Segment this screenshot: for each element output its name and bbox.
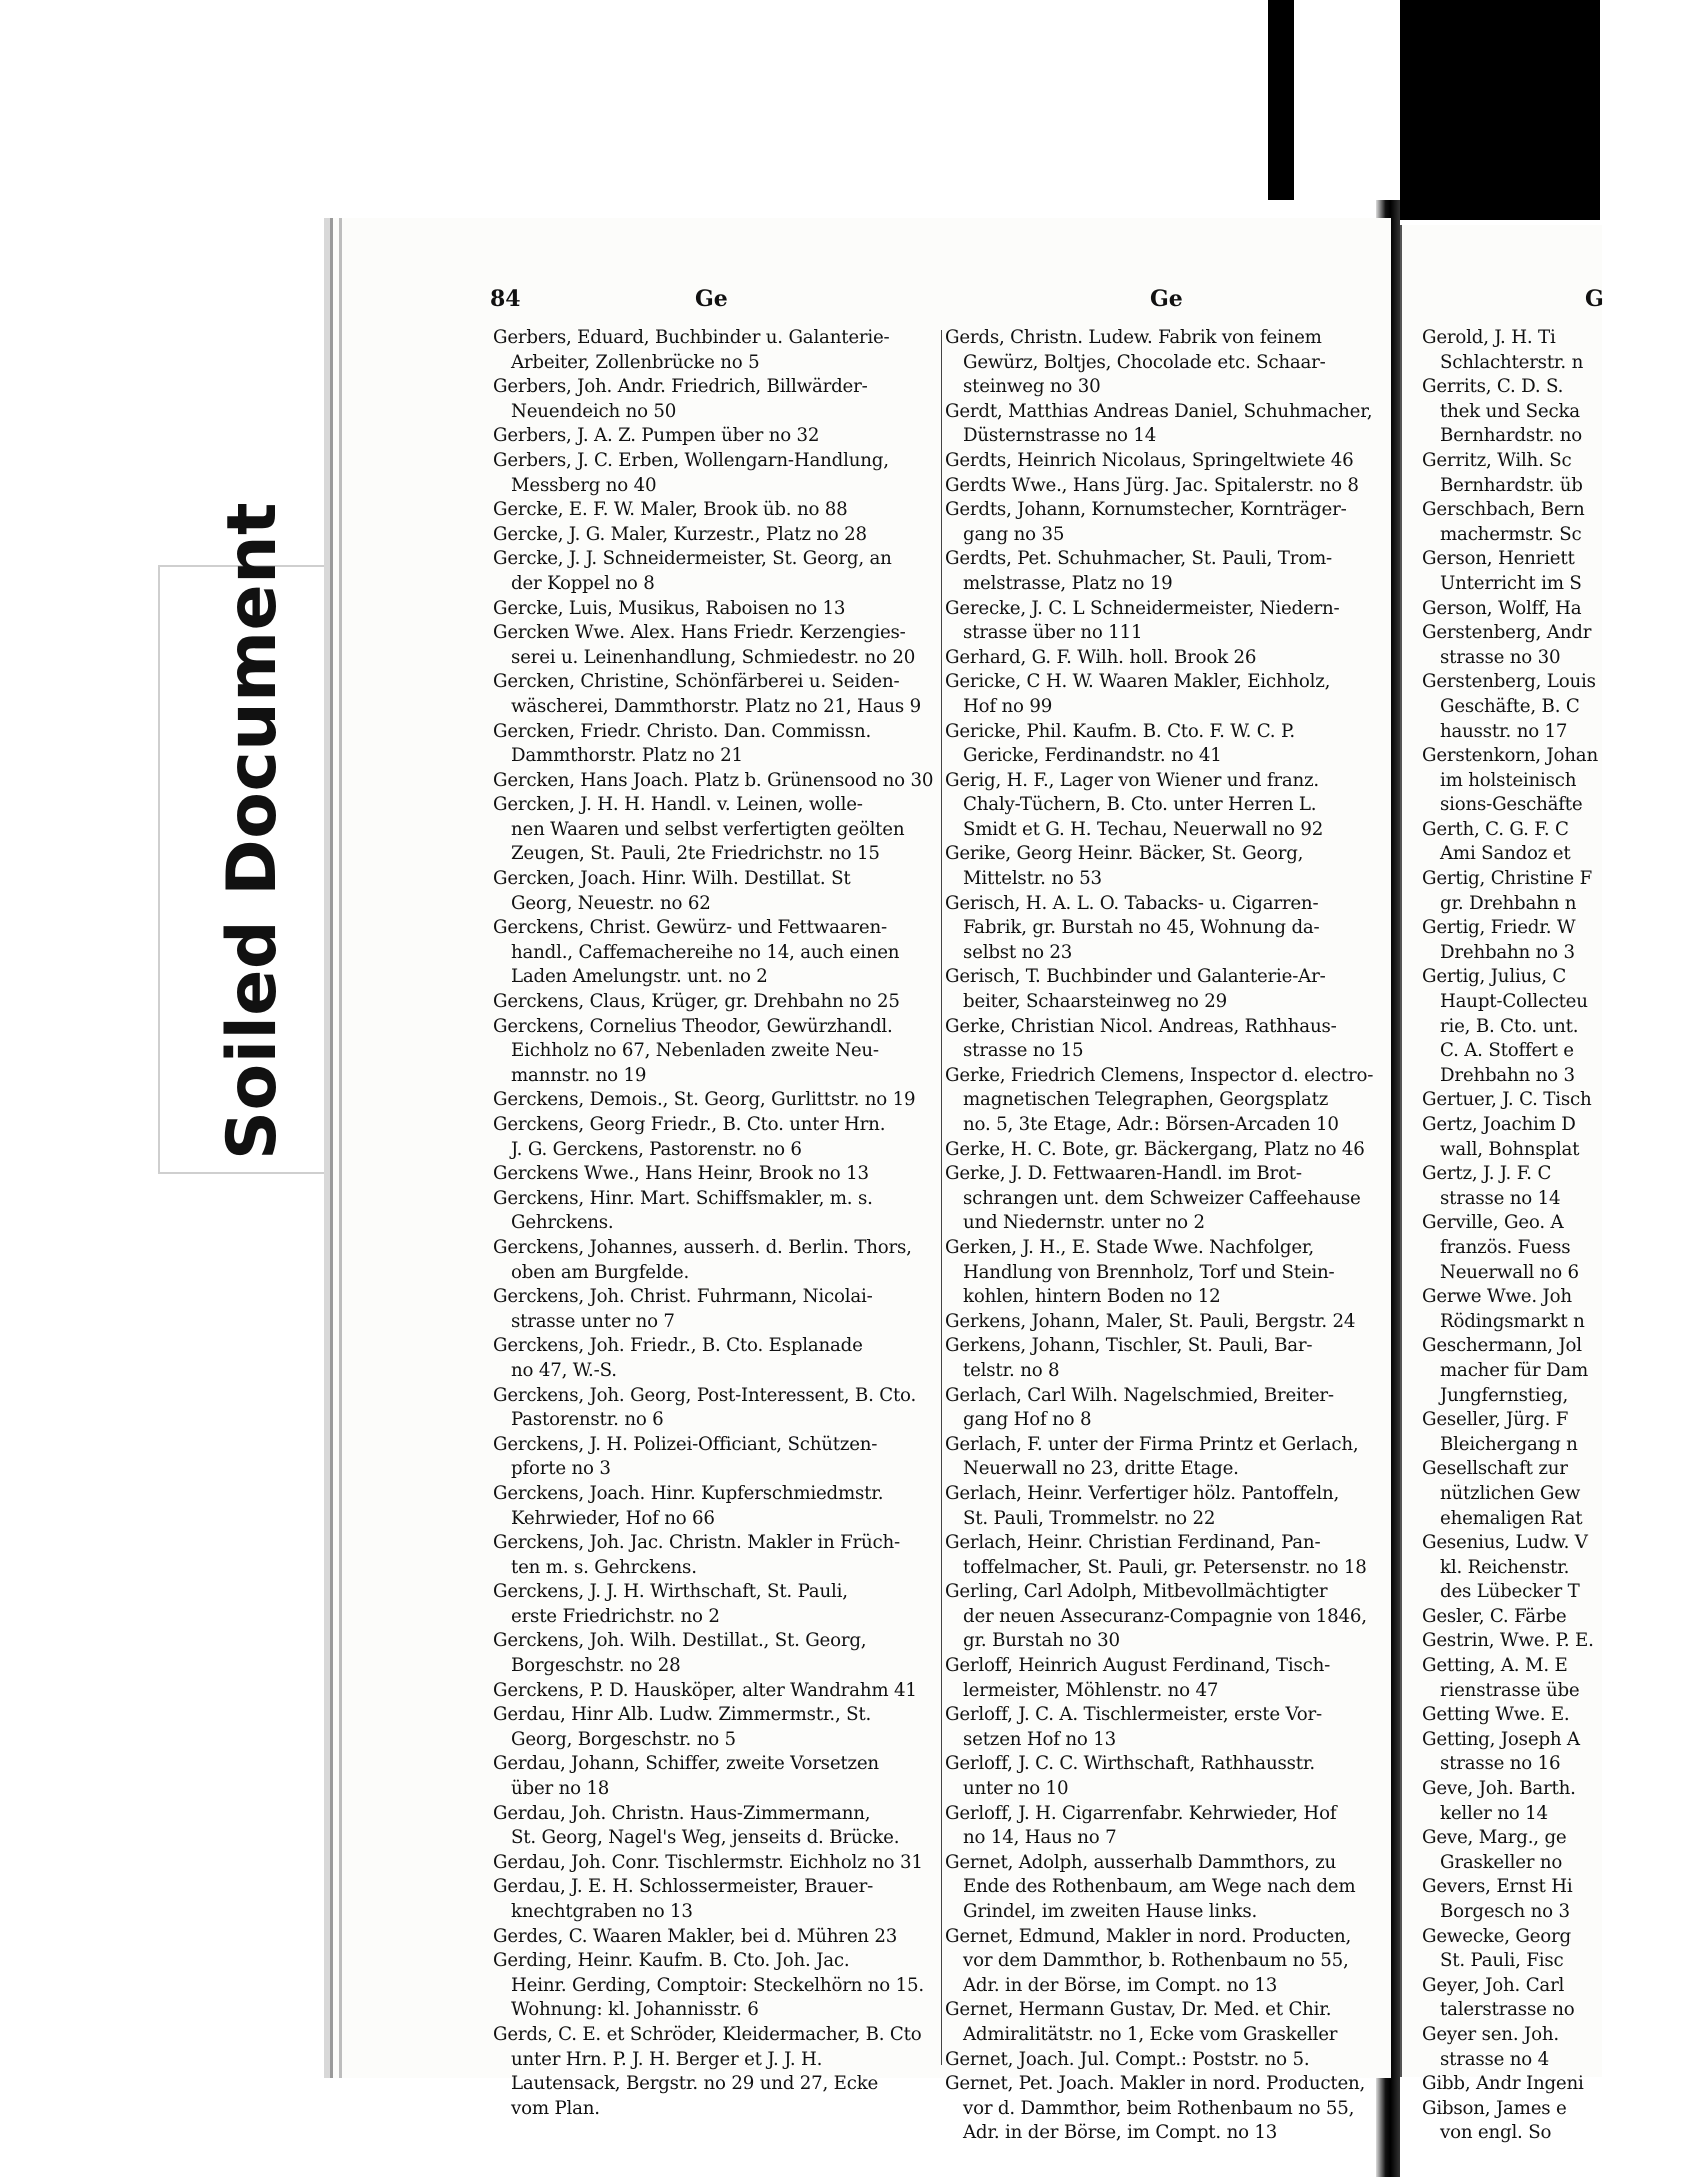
entry-line: Gerckens, Georg Friedr., B. Cto. unter Hrn. [493,1114,886,1135]
entry-continuation-line: Smidt et G. H. Techau, Neuerwall no 92 [963,818,1324,840]
entry-line: Gerckens, Joach. Hinr. Kupferschmiedmstr. [493,1482,884,1504]
entry-continuation-line: rienstrasse übe [1440,1679,1580,1701]
entry-continuation-line: Eichholz no 67, Nebenladen zweite Neu- [511,1040,879,1062]
entry-line: Gevers, Ernst Hi [1422,1876,1573,1898]
entry-line: Gerritz, Wilh. Sc [1422,449,1572,471]
entry-continuation-line: ten m. s. Gehrckens. [511,1556,697,1578]
entry-continuation-line: J. G. Gerckens, Pastorenstr. no 6 [511,1138,802,1160]
column-divider [941,330,942,2065]
entry-continuation-line: nützlichen Gew [1440,1482,1581,1504]
middle-column-header: Ge [1150,286,1183,312]
entry-line: Gerke, Christian Nicol. Andreas, Rathhaus- [945,1015,1337,1037]
entry-continuation-line: des Lübecker T [1440,1581,1580,1603]
entry-line: Gerold, J. H. Ti [1422,327,1556,348]
entry-line: Gerdau, Hinr Alb. Ludw. Zimmermstr., St. [493,1704,872,1726]
entry-continuation-line: kohlen, hintern Boden no 12 [963,1286,1221,1308]
entry-line: Gertz, J. J. F. C [1422,1163,1552,1185]
entry-continuation-line: unter Hrn. P. J. H. Berger et J. J. H. [511,2048,823,2070]
entry-continuation-line: Ende des Rothenbaum, am Wege nach dem [963,1876,1356,1898]
entry-line: Gerckens, Joh. Christ. Fuhrmann, Nicolai- [493,1286,873,1308]
entry-continuation-line: Laden Amelungstr. unt. no 2 [511,966,768,988]
entry-line: Gerdau, Joh. Conr. Tischlermstr. Eichholz no 31 [493,1851,923,1873]
entry-line: Gerkens, Johann, Tischler, St. Pauli, Bar- [945,1335,1313,1357]
entry-continuation-line: Adr. in der Börse, im Compt. no 13 [963,2122,1278,2144]
entry-continuation-line: no 47, W.-S. [511,1359,617,1381]
entry-line: Gerson, Wolff, Ha [1422,597,1582,619]
entry-line: Gerloff, J. C. C. Wirthschaft, Rathhausstr. [945,1753,1315,1775]
entry-line: Gercke, J. G. Maler, Kurzestr., Platz no 28 [493,523,867,545]
entry-line: Geseller, Jürg. F [1422,1409,1569,1431]
directory-column-middle [945,326,1383,2146]
entry-line: Gerbers, Joh. Andr. Friedrich, Billwärder- [493,376,868,398]
entry-continuation-line: wäscherei, Dammthorstr. Platz no 21, Haus 9 [511,695,921,717]
entry-line: Gerstenberg, Louis [1422,671,1596,693]
entry-line: Gerling, Carl Adolph, Mitbevollmächtigter [945,1581,1328,1603]
entry-line: Gerdts, Heinrich Nicolaus, Springeltwiete 46 [945,449,1354,471]
entry-continuation-line: St. Pauli, Trommelstr. no 22 [963,1507,1216,1529]
entry-continuation-line: Jungfernstieg, [1440,1384,1569,1406]
entry-continuation-line: strasse unter no 7 [511,1310,675,1332]
entry-continuation-line: unter no 10 [963,1778,1069,1800]
entry-line: Gerwe Wwe. Joh [1422,1286,1572,1308]
entry-continuation-line: gr. Drehbahn n [1440,892,1577,914]
entry-line: Gerdt, Matthias Andreas Daniel, Schuhmacher, [945,400,1373,422]
entry-line: Gewecke, Georg [1422,1925,1571,1947]
entry-continuation-line: Arbeiter, Zollenbrücke no 5 [511,351,760,373]
entry-continuation-line: mannstr. no 19 [511,1064,647,1086]
entry-continuation-line: vor dem Dammthor, b. Rothenbaum no 55, [963,1950,1349,1972]
entry-line: Gerstenkorn, Johan [1422,745,1598,767]
entry-line: Gercken, Christine, Schönfärberei u. Seiden- [493,671,900,693]
entry-continuation-line: Handlung von Brennholz, Torf und Stein- [963,1261,1335,1283]
entry-continuation-line: magnetischen Telegraphen, Georgsplatz [963,1089,1329,1111]
entry-line: Gertz, Joachim D [1422,1114,1576,1135]
entry-continuation-line: gang no 35 [963,523,1065,545]
entry-continuation-line: Neuerwall no 23, dritte Etage. [963,1458,1239,1480]
entry-line: Gerloff, J. H. Cigarrenfabr. Kehrwieder, Hof [945,1802,1337,1824]
entry-line: Gerth, C. G. F. C [1422,818,1569,840]
entry-line: Gercke, J. J. Schneidermeister, St. Georg, an [493,548,892,570]
entry-continuation-line: Grindel, im zweiten Hause links. [963,1901,1258,1922]
entry-line: Gerken, J. H., E. Stade Wwe. Nachfolger, [945,1236,1314,1258]
entry-continuation-line: Ami Sandoz et [1440,843,1571,865]
entry-line: Gerike, Georg Heinr. Bäcker, St. Georg, [945,843,1304,865]
facing-page-header: G [1585,286,1604,312]
entry-line: Geve, Marg., ge [1422,1827,1567,1849]
entry-line: Gerville, Geo. A [1422,1212,1564,1234]
entry-line: Gerdes, C. Waaren Makler, bei d. Mühren 23 [493,1925,898,1947]
entry-line: Gerke, H. C. Bote, gr. Bäckergang, Platz no 46 [945,1138,1365,1160]
entry-continuation-line: lermeister, Möhlenstr. no 47 [963,1679,1219,1701]
entry-line: Gerisch, T. Buchbinder und Galanterie-Ar- [945,966,1326,988]
entry-continuation-line: kl. Reichenstr. [1440,1556,1570,1578]
entry-line: Gerlach, Heinr. Verfertiger hölz. Pantoffeln, [945,1482,1340,1504]
entry-continuation-line: erste Friedrichstr. no 2 [511,1605,720,1627]
entry-line: Gerson, Henriett [1422,548,1575,570]
entry-continuation-line: selbst no 23 [963,941,1073,963]
entry-continuation-line: Lautensack, Bergstr. no 29 und 27, Ecke [511,2073,879,2095]
entry-continuation-line: strasse no 15 [963,1040,1084,1062]
entry-line: Geschermann, Jol [1422,1335,1582,1357]
entry-line: Gernet, Adolph, ausserhalb Dammthors, zu [945,1851,1337,1873]
entry-continuation-line: Adr. in der Börse, im Compt. no 13 [963,1974,1278,1996]
entry-continuation-line: und Niedernstr. unter no 2 [963,1212,1205,1234]
entry-line: Gercken, J. H. H. Handl. v. Leinen, wolle- [493,794,863,816]
entry-continuation-line: knechtgraben no 13 [511,1901,693,1922]
entry-line: Gercken, Hans Joach. Platz b. Grünensood no 30 [493,769,934,791]
entry-line: Gerrits, C. D. S. [1422,376,1564,398]
entry-line: Geyer sen. Joh. [1422,2023,1559,2045]
entry-continuation-line: Gewürz, Boltjes, Chocolade etc. Schaar- [963,351,1326,373]
entry-continuation-line: steinweg no 30 [963,376,1101,398]
binding-edge-strip [1268,0,1294,200]
entry-continuation-line: von engl. So [1440,2122,1552,2144]
entry-line: Gerlach, Carl Wilh. Nagelschmied, Breiter- [945,1384,1334,1406]
entry-continuation-line: schrangen unt. dem Schweizer Caffeehause [963,1187,1361,1209]
entry-continuation-line: Admiralitätstr. no 1, Ecke vom Graskeller [963,2023,1338,2045]
entry-continuation-line: Dammthorstr. Platz no 21 [511,745,743,767]
entry-line: Gerdau, Johann, Schiffer, zweite Vorsetzen [493,1753,879,1775]
entry-continuation-line: Graskeller no [1440,1851,1563,1873]
entry-line: Gernet, Hermann Gustav, Dr. Med. et Chir. [945,1999,1332,2021]
entry-continuation-line: strasse no 4 [1440,2048,1550,2070]
entry-continuation-line: keller no 14 [1440,1802,1548,1824]
entry-line: Gerloff, Heinrich August Ferdinand, Tisch- [945,1655,1331,1677]
entry-continuation-line: gang Hof no 8 [963,1409,1092,1431]
entry-line: Getting, A. M. E [1422,1655,1568,1677]
entry-continuation-line: Chaly-Tüchern, B. Cto. unter Herren L. [963,794,1317,816]
entry-continuation-line: Unterricht im S [1440,572,1582,594]
entry-continuation-line: französ. Fuess [1440,1236,1571,1258]
entry-line: Gertig, Christine F [1422,868,1592,890]
entry-continuation-line: Borgeschstr. no 28 [511,1655,681,1677]
entry-continuation-line: gr. Burstah no 30 [963,1630,1120,1652]
entry-line: Gerke, Friedrich Clemens, Inspector d. electro- [945,1064,1374,1086]
entry-continuation-line: strasse no 16 [1440,1753,1561,1775]
entry-line: Gerckens, Christ. Gewürz- und Fettwaaren- [493,917,887,939]
entry-line: Getting Wwe. E. [1422,1704,1570,1726]
entry-continuation-line: Drehbahn no 3 [1440,941,1575,963]
entry-continuation-line: Kehrwieder, Hof no 66 [511,1507,715,1529]
entry-line: Gesenius, Ludw. V [1422,1532,1588,1554]
entry-line: Gerckens, P. D. Hausköper, alter Wandrahm 41 [493,1679,917,1701]
entry-line: Gertig, Julius, C [1422,966,1567,988]
entry-continuation-line: Pastorenstr. no 6 [511,1409,664,1431]
entry-line: Gestrin, Wwe. P. E. [1422,1630,1594,1652]
entry-line: Gerds, Christn. Ludew. Fabrik von feinem [945,327,1322,348]
entry-continuation-line: thek und Secka [1440,400,1580,422]
entry-continuation-line: hausstr. no 17 [1440,720,1568,742]
entry-continuation-line: Georg, Neuestr. no 62 [511,892,711,914]
entry-line: Gercken, Friedr. Christo. Dan. Commissn. [493,720,872,742]
entry-line: Gercken Wwe. Alex. Hans Friedr. Kerzengies- [493,622,906,644]
entry-continuation-line: der Koppel no 8 [511,572,655,594]
entry-line: Gerckens, Joh. Jac. Christn. Makler in Früch- [493,1532,900,1554]
entry-continuation-line: Neuendeich no 50 [511,400,677,422]
entry-line: Gerschbach, Bern [1422,499,1585,521]
entry-line: Gerckens, Cornelius Theodor, Gewürzhandl. [493,1015,893,1037]
entry-continuation-line: Gericke, Ferdinandstr. no 41 [963,745,1222,767]
entry-continuation-line: Bernhardstr. üb [1440,474,1583,496]
entry-line: Gerhard, G. F. Wilh. holl. Brook 26 [945,646,1257,668]
entry-line: Gerbers, Eduard, Buchbinder u. Galanterie- [493,327,890,348]
entry-line: Gerig, H. F., Lager von Wiener und franz. [945,769,1319,791]
entry-line: Gerbers, J. A. Z. Pumpen über no 32 [493,425,820,447]
entry-line: Getting, Joseph A [1422,1728,1580,1750]
entry-line: Gerdts Wwe., Hans Jürg. Jac. Spitalerstr. no 8 [945,474,1359,496]
entry-continuation-line: Mittelstr. no 53 [963,868,1102,890]
entry-line: Gercke, E. F. W. Maler, Brook üb. no 88 [493,499,848,521]
entry-continuation-line: handl., Caffemachereihe no 14, auch einen [511,941,900,963]
entry-continuation-line: telstr. no 8 [963,1359,1060,1381]
entry-continuation-line: Zeugen, St. Pauli, 2te Friedrichstr. no 15 [511,843,880,865]
entry-line: Gerckens, Demois., St. Georg, Gurlittstr. no 19 [493,1089,916,1111]
entry-line: Gerckens, J. H. Polizei-Officiant, Schützen- [493,1433,878,1455]
entry-continuation-line: C. A. Stoffert e [1440,1040,1574,1062]
entry-continuation-line: beiter, Schaarsteinweg no 29 [963,991,1227,1013]
entry-line: Gernet, Joach. Jul. Compt.: Poststr. no 5. [945,2048,1310,2070]
entry-line: Gerdts, Pet. Schuhmacher, St. Pauli, Trom- [945,548,1332,570]
entry-continuation-line: Georg, Borgeschstr. no 5 [511,1728,736,1750]
entry-continuation-line: der neuen Assecuranz-Compagnie von 1846, [963,1605,1367,1627]
entry-continuation-line: Gehrckens. [511,1212,614,1234]
entry-line: Gernet, Pet. Joach. Makler in nord. Producten, [945,2073,1366,2095]
entry-continuation-line: Geschäfte, B. C [1440,695,1580,717]
entry-continuation-line: strasse no 14 [1440,1187,1561,1209]
entry-line: Gerckens, J. J. H. Wirthschaft, St. Pauli, [493,1581,848,1603]
entry-continuation-line: vom Plan. [511,2097,600,2119]
entry-line: Gertig, Friedr. W [1422,917,1576,939]
entry-line: Gibb, Andr Ingeni [1422,2073,1584,2095]
entry-line: Gerlach, F. unter der Firma Printz et Gerlach, [945,1433,1359,1455]
entry-line: Geve, Joh. Barth. [1422,1778,1576,1800]
entry-continuation-line: Schlachterstr. n [1440,351,1584,373]
entry-line: Gericke, C H. W. Waaren Makler, Eichholz, [945,671,1331,693]
entry-continuation-line: vor d. Dammthor, beim Rothenbaum no 55, [963,2097,1355,2119]
entry-continuation-line: setzen Hof no 13 [963,1728,1116,1750]
entry-continuation-line: Fabrik, gr. Burstah no 45, Wohnung da- [963,917,1320,939]
entry-continuation-line: über no 18 [511,1778,610,1800]
entry-line: Gesler, C. Färbe [1422,1605,1567,1627]
entry-continuation-line: machermstr. Sc [1440,523,1582,545]
entry-continuation-line: Bleichergang n [1440,1433,1578,1455]
entry-continuation-line: strasse no 30 [1440,646,1561,668]
entry-continuation-line: pforte no 3 [511,1458,611,1480]
entry-continuation-line: ehemaligen Rat [1440,1507,1583,1529]
entry-line: Gerisch, H. A. L. O. Tabacks- u. Cigarren- [945,892,1319,914]
entry-line: Gerds, C. E. et Schröder, Kleidermacher, B. Cto [493,2023,922,2045]
entry-continuation-line: Neuerwall no 6 [1440,1261,1579,1283]
directory-column-left [493,326,933,2121]
entry-line: Gerkens, Johann, Maler, St. Pauli, Bergstr. 24 [945,1310,1356,1332]
entry-continuation-line: wall, Bohnsplat [1440,1138,1580,1160]
entry-line: Gericke, Phil. Kaufm. B. Cto. F. W. C. P. [945,720,1295,742]
entry-continuation-line: im holsteinisch [1440,769,1577,791]
entry-continuation-line: toffelmacher, St. Pauli, gr. Petersenstr. no 18 [963,1556,1367,1578]
entry-line: Gerke, J. D. Fettwaaren-Handl. im Brot- [945,1163,1302,1185]
entry-line: Gerlach, Heinr. Christian Ferdinand, Pan- [945,1532,1321,1554]
entry-continuation-line: Haupt-Collecteu [1440,991,1588,1013]
entry-line: Gerckens, Joh. Friedr., B. Cto. Esplanade [493,1335,863,1357]
entry-line: Gernet, Edmund, Makler in nord. Producten, [945,1925,1352,1947]
entry-line: Gerckens, Hinr. Mart. Schiffsmakler, m. s. [493,1187,873,1209]
entry-line: Gerdts, Johann, Kornumstecher, Kornträger- [945,499,1347,521]
entry-continuation-line: Bernhardstr. no [1440,425,1582,447]
entry-continuation-line: serei u. Leinenhandlung, Schmiedestr. no 20 [511,646,916,668]
entry-continuation-line: Messberg no 40 [511,474,657,496]
entry-continuation-line: Düsternstrasse no 14 [963,425,1157,447]
entry-line: Gerding, Heinr. Kaufm. B. Cto. Joh. Jac. [493,1950,850,1972]
soiled-document-label: Soiled Document [213,501,292,1160]
entry-line: Gerdau, J. E. H. Schlossermeister, Brauer- [493,1876,874,1898]
entry-line: Gibson, James e [1422,2097,1567,2119]
entry-line: Gerckens, Joh. Wilh. Destillat., St. Georg, [493,1630,867,1652]
entry-line: Gerecke, J. C. L Schneidermeister, Niedern- [945,597,1340,619]
entry-continuation-line: Wohnung: kl. Johannisstr. 6 [511,1999,759,2021]
page-number: 84 [490,286,521,312]
scanner-shadow-corner [1400,0,1600,220]
entry-continuation-line: Heinr. Gerding, Comptoir: Steckelhörn no 15. [511,1974,924,1996]
directory-column-facing [1422,326,1682,2146]
entry-line: Gerckens Wwe., Hans Heinr, Brook no 13 [493,1163,869,1185]
entry-continuation-line: strasse über no 111 [963,622,1143,644]
entry-continuation-line: no 14, Haus no 7 [963,1827,1117,1849]
entry-continuation-line: melstrasse, Platz no 19 [963,572,1173,594]
entry-continuation-line: macher für Dam [1440,1359,1589,1381]
entry-continuation-line: oben am Burgfelde. [511,1261,690,1283]
entry-line: Geyer, Joh. Carl [1422,1974,1565,1996]
entry-continuation-line: nen Waaren und selbst verfertigten geölten [511,818,905,840]
entry-line: Gercke, Luis, Musikus, Raboisen no 13 [493,597,846,619]
entry-continuation-line: no. 5, 3te Etage, Adr.: Börsen-Arcaden 10 [963,1114,1339,1135]
entry-continuation-line: sions-Geschäfte [1440,794,1583,816]
entry-line: Gerckens, Claus, Krüger, gr. Drehbahn no 25 [493,991,900,1013]
entry-line: Gertuer, J. C. Tisch [1422,1089,1592,1111]
entry-continuation-line: Borgesch no 3 [1440,1901,1570,1922]
entry-line: Gerbers, J. C. Erben, Wollengarn-Handlung, [493,449,889,471]
left-column-header: Ge [695,286,728,312]
entry-line: Gesellschaft zur [1422,1458,1568,1480]
entry-continuation-line: St. Georg, Nagel's Weg, jenseits d. Brücke. [511,1827,900,1849]
entry-continuation-line: Rödingsmarkt n [1440,1310,1585,1332]
entry-line: Gerstenberg, Andr [1422,622,1592,644]
entry-continuation-line: rie, B. Cto. unt. [1440,1015,1579,1037]
entry-continuation-line: Drehbahn no 3 [1440,1064,1575,1086]
entry-continuation-line: St. Pauli, Fisc [1440,1950,1564,1972]
entry-line: Gerckens, Joh. Georg, Post-Interessent, B. Cto. [493,1384,917,1406]
entry-line: Gercken, Joach. Hinr. Wilh. Destillat. St [493,868,851,890]
entry-continuation-line: Hof no 99 [963,695,1053,717]
entry-continuation-line: talerstrasse no [1440,1999,1575,2021]
entry-line: Gerloff, J. C. A. Tischlermeister, erste Vor- [945,1704,1322,1726]
entry-line: Gerdau, Joh. Christn. Haus-Zimmermann, [493,1802,871,1824]
entry-line: Gerckens, Johannes, ausserh. d. Berlin. Thors, [493,1236,912,1258]
